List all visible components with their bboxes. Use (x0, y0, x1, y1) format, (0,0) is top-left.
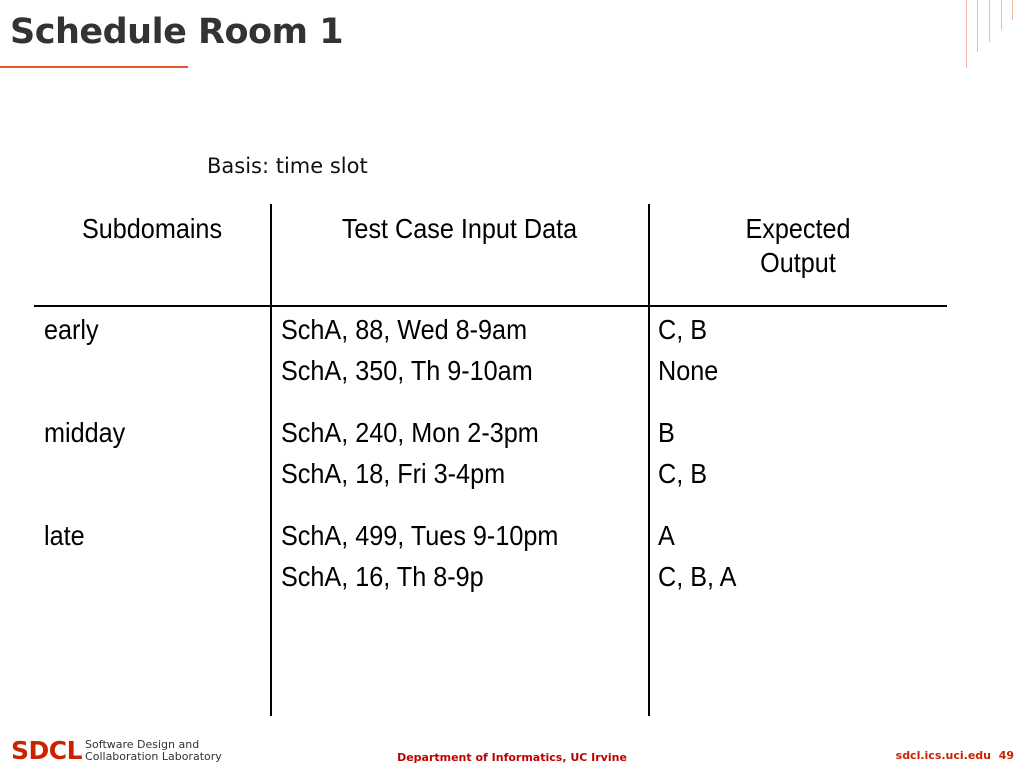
output-line: C, B (658, 458, 708, 489)
sdcl-subtitle-line1: Software Design and (85, 738, 200, 751)
input-line: SchA, 16, Th 8-9p (281, 561, 484, 592)
row-early-outputs (658, 309, 718, 391)
header-input (290, 212, 629, 246)
slide-title: Schedule Room 1 (10, 12, 344, 52)
subdomain-label: early (44, 314, 99, 345)
output-line: C, B (658, 314, 708, 345)
site-url: sdcl.ics.uci.edu (895, 749, 992, 762)
header-rule (34, 305, 947, 307)
subdomain-label: midday (44, 417, 126, 448)
output-line: B (658, 417, 675, 448)
basis-caption: Basis: time slot (207, 154, 368, 178)
input-line: SchA, 88, Wed 8-9am (281, 314, 528, 345)
row-early-subdomain (44, 309, 99, 350)
decorative-line (989, 0, 990, 42)
input-line: SchA, 18, Fri 3-4pm (281, 458, 506, 489)
row-late-inputs (281, 515, 558, 597)
column-divider (270, 204, 272, 716)
footer-site (896, 749, 1014, 762)
header-input-label: Test Case Input Data (341, 213, 578, 244)
row-late-outputs (658, 515, 736, 597)
header-subdomains-label: Subdomains (81, 213, 223, 244)
header-expected-line1: Expected (745, 213, 851, 244)
page-number: 49 (998, 749, 1014, 762)
output-line: A (658, 520, 675, 551)
input-line: SchA, 240, Mon 2-3pm (281, 417, 539, 448)
header-expected-line2: Output (760, 247, 836, 278)
sdcl-logo (11, 736, 222, 766)
row-late-subdomain (44, 515, 85, 556)
sdcl-subtitle (85, 739, 222, 763)
decorative-line (977, 0, 978, 52)
decorative-lines (960, 0, 1024, 72)
row-early-inputs (281, 309, 533, 391)
department-label: Department of Informatics, UC Irvine (397, 751, 627, 764)
row-midday-inputs (281, 412, 539, 494)
header-expected (664, 212, 932, 280)
input-line: SchA, 499, Tues 9-10pm (281, 520, 559, 551)
subdomain-label: late (44, 520, 85, 551)
title-underline (0, 66, 188, 68)
decorative-line (1001, 0, 1002, 30)
sdcl-subtitle-line2: Collaboration Laboratory (85, 750, 222, 763)
row-midday-outputs (658, 412, 707, 494)
decorative-line (1012, 0, 1013, 20)
row-midday-subdomain (44, 412, 125, 453)
input-line: SchA, 350, Th 9-10am (281, 355, 533, 386)
header-subdomains (46, 212, 258, 246)
decorative-line (966, 0, 967, 68)
test-case-table (34, 204, 947, 716)
output-line: C, B, A (658, 561, 737, 592)
sdcl-mark: SDCL (11, 736, 83, 765)
column-divider (648, 204, 650, 716)
output-line: None (658, 355, 719, 386)
